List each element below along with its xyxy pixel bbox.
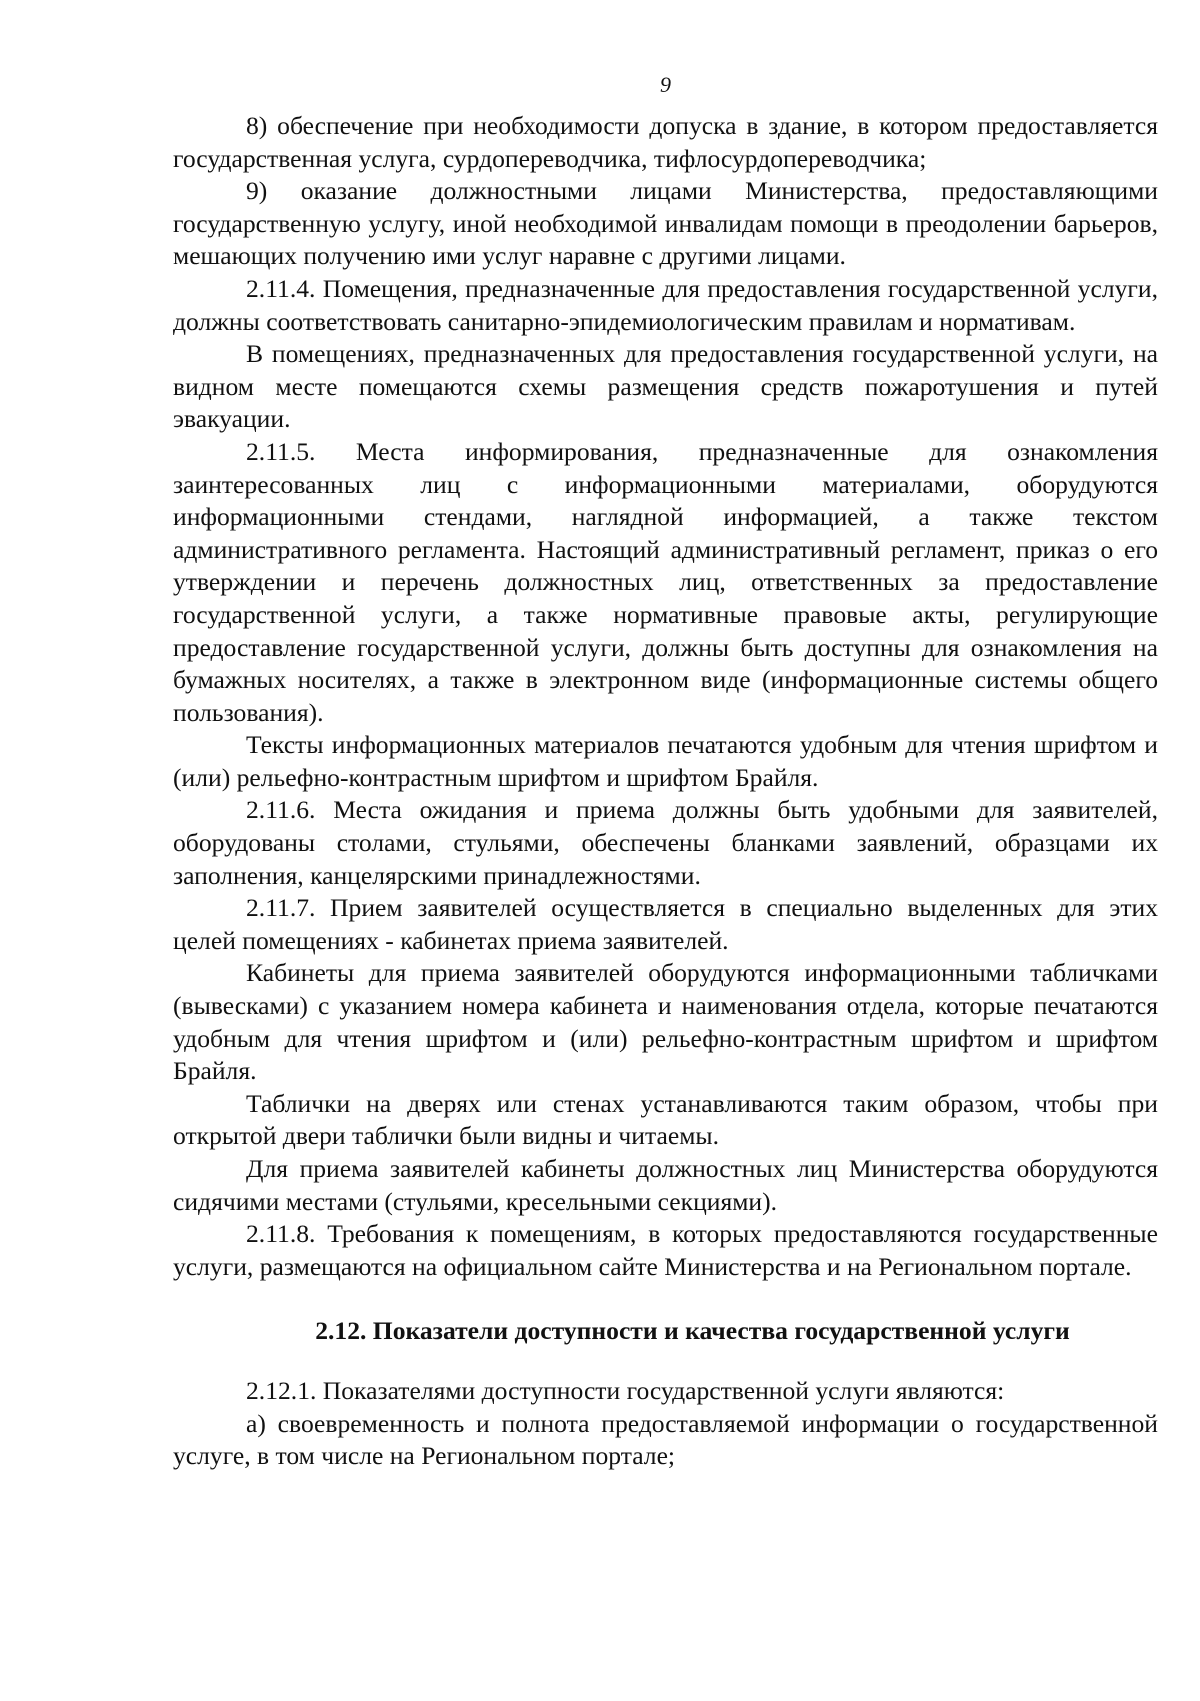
paragraph-2-11-5: 2.11.5. Места информирования, предназначенные для ознакомления заинтересованных лиц с информационными материалами, оборудуются информационными стендами, наглядной информацией, а также текстом административного регламента. Настоящий административный регламент, приказ о его утверждении и перечень должностных лиц, ответственных за предоставление государственной услуги, а также нормативные правовые акты, регулирующие предоставление государственной услуги, должны быть доступны для ознакомления на бумажных носителях, а также в электронном виде (информационные системы общего пользования).	[173, 436, 1158, 727]
paragraph-braille-texts: Тексты информационных материалов печатаются удобным для чтения шрифтом и (или) рельефно-контрастным шрифтом и шрифтом Брайля.	[173, 730, 1158, 792]
paragraph-office-signs: Кабинеты для приема заявителей оборудуются информационными табличками (вывесками) с указанием номера кабинета и наименования отдела, которые печатаются удобным для чтения шрифтом и (или) рельефно-контрастным шрифтом и шрифтом Брайля.	[173, 958, 1158, 1086]
document-page	[173, 74, 1158, 1473]
paragraph-door-signs: Таблички на дверях или стенах устанавливаются таким образом, чтобы при открытой двери таблички были видны и читаемы.	[173, 1088, 1158, 1151]
paragraph-2-12-1: 2.12.1. Показателями доступности государственной услуги являются:	[246, 1375, 1005, 1405]
paragraph-item-9-assistance: 9) оказание должностными лицами Министерства, предоставляющими государственную услугу, иной необходимой инвалидам помощи в преодолении барьеров, мешающих получению ими услуг наравне с другими лицами.	[173, 176, 1158, 271]
paragraph-evacuation-schemes: В помещениях, предназначенных для предоставления государственной услуги, на видном месте помещаются схемы размещения средств пожаротушения и путей эвакуации.	[173, 339, 1158, 434]
paragraph-2-11-4: 2.11.4. Помещения, предназначенные для предоставления государственной услуги, должны соответствовать санитарно-эпидемиологическим правилам и нормативам.	[173, 273, 1158, 336]
section-heading: 2.12. Показатели доступности и качества государственной услуги	[315, 1316, 1070, 1346]
paragraph-2-11-8: 2.11.8. Требования к помещениям, в которых предоставляются государственные услуги, размещаются на официальном сайте Министерства и на Региональном портале.	[173, 1219, 1158, 1281]
paragraph-item-a-timeliness: а) своевременность и полнота предоставляемой информации о государственной услуге, в том числе на Региональном портале;	[173, 1408, 1158, 1471]
paragraph-item-8-interpreter: 8) обеспечение при необходимости допуска в здание, в котором предоставляется государственная услуга, сурдопереводчика, тифлосурдопереводчика;	[173, 111, 1158, 173]
paragraph-2-11-7: 2.11.7. Прием заявителей осуществляется в специально выделенных для этих целей помещениях - кабинетах приема заявителей.	[173, 893, 1158, 955]
paragraph-2-11-6: 2.11.6. Места ожидания и приема должны быть удобными для заявителей, оборудованы столами, стульями, обеспечены бланками заявлений, образцами их заполнения, канцелярскими принадлежностями.	[173, 795, 1158, 890]
page-number: 9	[660, 72, 671, 97]
paragraph-seating: Для приема заявителей кабинеты должностных лиц Министерства оборудуются сидячими местами (стульями, кресельными секциями).	[173, 1154, 1158, 1216]
